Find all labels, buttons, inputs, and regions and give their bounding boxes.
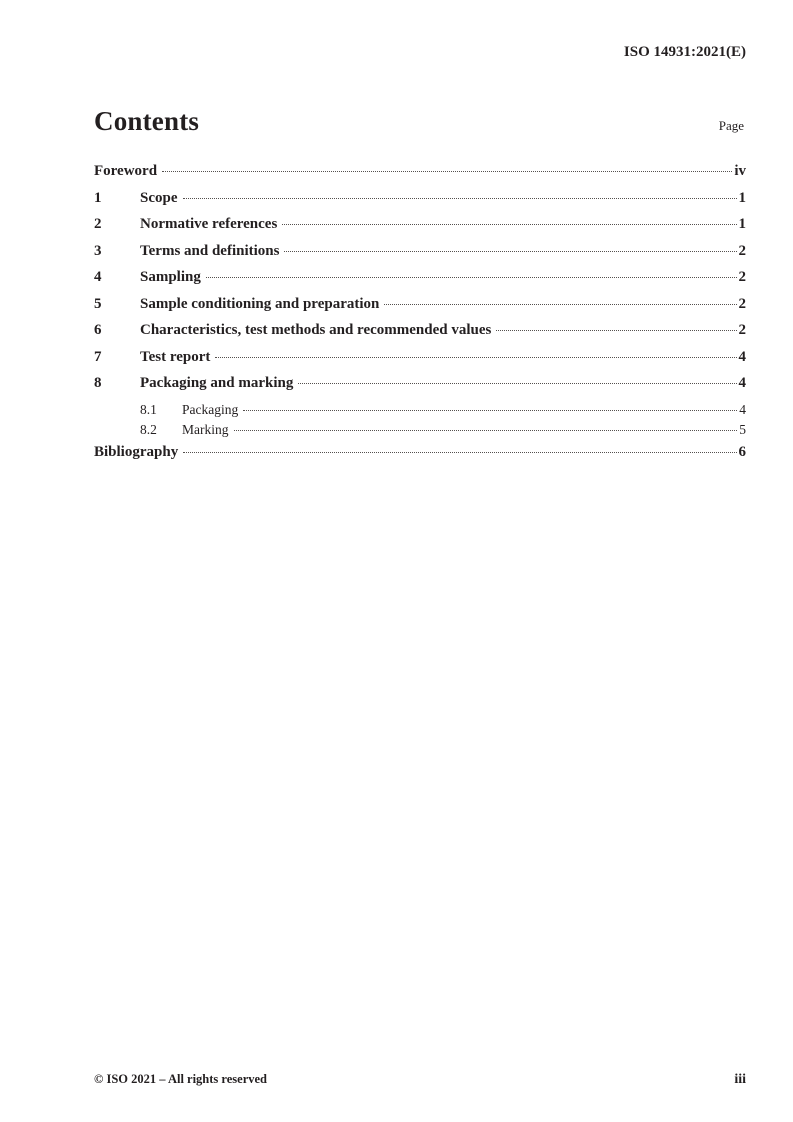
toc-entry-number: 3 [94, 242, 102, 259]
toc-entry-page: 4 [739, 401, 746, 417]
dotted-leader [183, 452, 736, 453]
dotted-leader [162, 171, 732, 172]
toc-entry-label: Test report [140, 348, 211, 365]
dotted-leader [282, 224, 736, 225]
copyright-notice: © ISO 2021 – All rights reserved [94, 1072, 267, 1086]
toc-entry-scope[interactable] [94, 190, 746, 207]
dotted-leader [234, 430, 738, 431]
toc-entry-number: 5 [94, 295, 102, 312]
toc-entry-label: Characteristics, test methods and recommended values [140, 322, 492, 338]
toc-entry-page: 6 [738, 443, 746, 460]
toc-entry-page: 2 [738, 322, 746, 338]
toc-entry-label: Normative references [140, 216, 278, 232]
contents-header [94, 106, 746, 137]
toc-entry-number: 8.1 [140, 401, 157, 417]
toc-entry-label: Scope [140, 189, 178, 206]
toc-entry-number: 6 [94, 322, 102, 338]
toc-entry-page: 2 [738, 242, 746, 259]
toc-entry-label: Terms and definitions [140, 242, 280, 259]
dotted-leader [215, 357, 736, 358]
dotted-leader [384, 304, 736, 305]
toc-entry-page: 5 [739, 421, 746, 437]
toc-entry-label: Marking [182, 421, 229, 437]
dotted-leader [206, 277, 737, 278]
folio-page-number: iii [734, 1072, 746, 1087]
toc-entry-page: 2 [738, 269, 746, 285]
dotted-leader [243, 410, 737, 411]
toc-entry-normative-references[interactable] [94, 216, 746, 233]
toc-entry-foreword[interactable] [94, 163, 746, 180]
toc-entry-page: 1 [738, 216, 746, 232]
toc-entry-number: 2 [94, 216, 102, 232]
toc-entry-sample-conditioning[interactable] [94, 296, 746, 313]
document-reference: ISO 14931:2021(E) [623, 44, 746, 60]
toc-entry-page: 1 [738, 189, 746, 206]
toc-entry-packaging-marking[interactable] [94, 375, 746, 392]
toc-entry-page: 4 [738, 375, 746, 391]
table-of-contents [94, 106, 746, 470]
dotted-leader [284, 251, 736, 252]
toc-subentry-marking[interactable] [140, 422, 746, 438]
toc-entry-number: 8.2 [140, 421, 157, 437]
toc-entry-number: 8 [94, 375, 102, 391]
toc-entry-label: Foreword [94, 163, 158, 179]
dotted-leader [183, 198, 737, 199]
page-column-label: Page [718, 118, 744, 133]
toc-entry-characteristics[interactable] [94, 322, 746, 339]
toc-subentry-packaging[interactable] [140, 402, 746, 418]
toc-entry-number: 7 [94, 348, 102, 365]
toc-entry-bibliography[interactable] [94, 444, 746, 461]
toc-entry-number: 4 [94, 269, 102, 285]
toc-entry-label: Sampling [140, 269, 201, 285]
toc-entry-label: Bibliography [94, 443, 179, 460]
dotted-leader [298, 383, 736, 384]
contents-title: Contents [94, 106, 200, 136]
toc-entry-sampling[interactable] [94, 269, 746, 286]
toc-entry-terms-definitions[interactable] [94, 243, 746, 260]
document-footer [94, 1072, 746, 1088]
toc-entry-page: iv [734, 163, 746, 179]
toc-entry-test-report[interactable] [94, 349, 746, 366]
toc-entry-page: 2 [738, 295, 746, 312]
toc-list [94, 163, 746, 461]
toc-entry-label: Sample conditioning and preparation [140, 295, 380, 312]
dotted-leader [496, 330, 736, 331]
toc-entry-number: 1 [94, 189, 102, 206]
toc-entry-page: 4 [738, 348, 746, 365]
toc-entry-label: Packaging and marking [140, 375, 294, 391]
toc-entry-label: Packaging [182, 401, 239, 417]
